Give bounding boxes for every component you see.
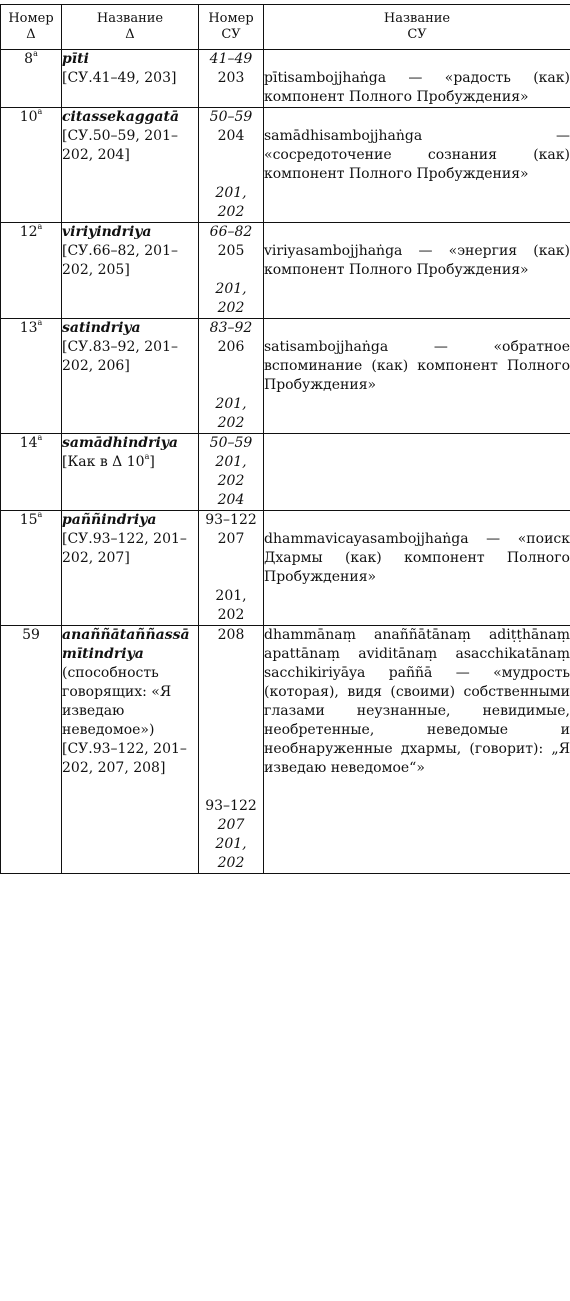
row-su-numbers: 83–92 206 201, 202 [199, 319, 264, 434]
row-number: 8$^a$ [1, 50, 62, 108]
table-row [1, 626, 570, 874]
row-su-description: viriyasambojjhaṅga — «энергия (как) компонент Полного Пробуждения» [264, 223, 570, 319]
row-name [62, 511, 199, 626]
row-su-numbers: 208 93–122 207 201, 202 [199, 626, 264, 874]
pali-term: paññindriya [62, 512, 157, 528]
row-number: 12$^a$ [1, 223, 62, 319]
pali-term: citassekaggatā [62, 109, 180, 125]
su-reference: [СУ.93–122, 201–202, 207, 208] [62, 741, 187, 776]
pali-term: viriyindriya [62, 224, 152, 240]
row-su-description: satisambojjhaṅga — «обратное вспоминание (как) компонент Полного Пробуждения» [264, 319, 570, 434]
row-su-numbers: 93–122 207 201, 202 [199, 511, 264, 626]
row-su-description: dhammānaṃ anaññātānaṃ adiṭṭhānaṃ apattānaṃ aviditānaṃ asacchikatānaṃ sacchikiriyāya paññā — «мудрость (которая), видя (своими) собственными глазами неузнанные, невидимые, необретенные, неведомые и необнаруженные дхармы, (говорит): „Я изведаю неведомое“» [264, 626, 570, 874]
row-su-numbers: 50–59 201, 202 204 [199, 434, 264, 511]
su-reference: [СУ.83–92, 201–202, 206] [62, 339, 178, 374]
row-su-description: pītisambojjhaṅga — «радость (как) компонент Полного Пробуждения» [264, 50, 570, 108]
row-number: 14$^a$ [1, 434, 62, 511]
row-name [62, 626, 199, 874]
pali-term: pīti [62, 51, 89, 67]
row-su-numbers: 50–59 204 201, 202 [199, 108, 264, 223]
header-number-delta: Номер Δ [1, 5, 62, 50]
table-row [1, 50, 570, 108]
row-su-numbers: 66–82 205 201, 202 [199, 223, 264, 319]
row-name [62, 108, 199, 223]
row-name [62, 434, 199, 511]
su-reference: [СУ.41–49, 203] [62, 70, 177, 86]
table-row [1, 223, 570, 319]
row-number: 59 [1, 626, 62, 874]
table-header-row [1, 5, 570, 50]
row-number: 13$^a$ [1, 319, 62, 434]
row-name [62, 223, 199, 319]
row-number: 15$^a$ [1, 511, 62, 626]
row-name [62, 319, 199, 434]
table-row [1, 434, 570, 511]
pali-term: anaññātaññassāmītindriya [62, 627, 190, 662]
row-su-numbers: 41–49 203 [199, 50, 264, 108]
su-reference: [СУ.50–59, 201–202, 204] [62, 128, 178, 163]
table-row [1, 511, 570, 626]
pali-term: satindriya [62, 320, 141, 336]
header-name-su: Название СУ [264, 5, 570, 50]
row-su-description [264, 434, 570, 511]
row-su-description: samādhisambojjhaṅga — «сосредоточение сознания (как) компонент Полного Пробуждения» [264, 108, 570, 223]
concordance-table [0, 4, 570, 874]
header-name-delta: Название Δ [62, 5, 199, 50]
row-su-description: dhammavicayasambojjhaṅga — «поиск Дхармы (как) компонент Полного Пробуждения» [264, 511, 570, 626]
su-reference: [СУ.93–122, 201–202, 207] [62, 531, 187, 566]
table-row [1, 108, 570, 223]
row-number: 10$^a$ [1, 108, 62, 223]
row-name [62, 50, 199, 108]
pali-term: samādhindriya [62, 435, 178, 451]
table-row [1, 319, 570, 434]
header-number-su: Номер СУ [199, 5, 264, 50]
su-reference: [Как в Δ 10$^a$] [62, 452, 155, 470]
term-gloss: (способность говорящих: «Я изведаю неведомое») [62, 665, 172, 738]
su-reference: [СУ.66–82, 201–202, 205] [62, 243, 178, 278]
